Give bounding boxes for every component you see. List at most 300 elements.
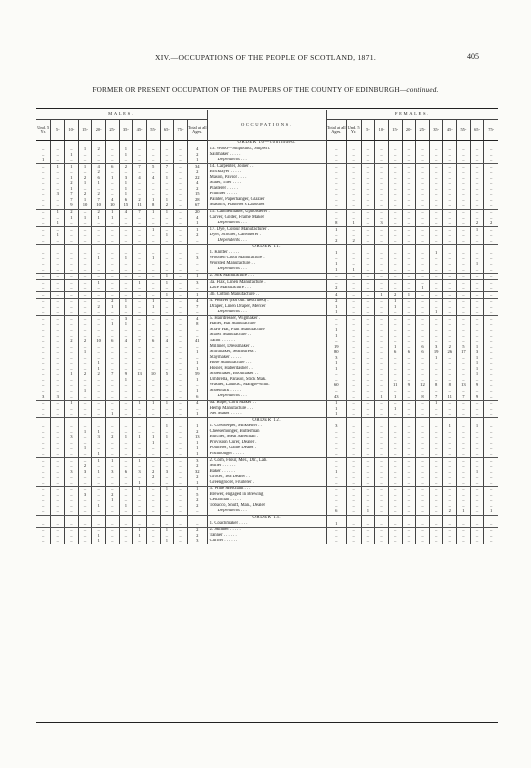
female-col-header: Total at all Ages. bbox=[326, 120, 346, 141]
male-count-cell: – bbox=[160, 377, 174, 383]
male-count-cell: 1 bbox=[160, 273, 174, 280]
female-count-cell: 1 bbox=[388, 406, 402, 412]
occupation-label: Tailor . . . . . . bbox=[207, 339, 326, 345]
male-count-cell: 3 bbox=[36, 394, 51, 400]
occupation-label: Plasterer . . . . . bbox=[207, 186, 326, 192]
female-count-cell: – bbox=[388, 377, 402, 383]
male-total-cell: 1 bbox=[187, 424, 207, 430]
female-count-cell: 1 bbox=[388, 298, 402, 304]
male-count-cell: – bbox=[51, 273, 65, 280]
female-count-cell: – bbox=[470, 480, 484, 486]
male-count-cell: 1 bbox=[160, 233, 174, 239]
male-count-cell: 3 bbox=[51, 192, 65, 198]
female-count-cell: – bbox=[388, 446, 402, 452]
female-count-cell: – bbox=[388, 215, 402, 221]
male-count-cell: – bbox=[174, 238, 188, 244]
female-count-cell: – bbox=[375, 361, 389, 367]
male-count-cell: – bbox=[146, 509, 160, 515]
male-count-cell: – bbox=[65, 250, 79, 256]
male-count-cell: – bbox=[174, 350, 188, 356]
subtitle-continued: —continued. bbox=[399, 86, 439, 94]
female-count-cell: – bbox=[402, 310, 416, 316]
male-count-cell: – bbox=[92, 509, 106, 515]
female-total-cell: – bbox=[326, 280, 346, 286]
male-count-cell: – bbox=[160, 458, 174, 464]
female-count-cell: – bbox=[443, 227, 457, 233]
occupation-label: Hatter, Hat Manufacture bbox=[207, 322, 326, 328]
occupation-label: Brewer, engaged in Brewing bbox=[207, 492, 326, 498]
male-count-cell: – bbox=[160, 310, 174, 316]
female-count-cell: – bbox=[361, 383, 375, 389]
male-count-cell: 1 bbox=[160, 486, 174, 492]
female-count-cell: – bbox=[416, 322, 430, 328]
male-count-cell: – bbox=[42, 400, 45, 406]
male-count-cell: – bbox=[51, 316, 65, 322]
male-count-cell: – bbox=[160, 383, 174, 389]
male-count-cell: – bbox=[51, 350, 65, 356]
male-count-cell: – bbox=[92, 446, 106, 452]
female-count-cell: – bbox=[402, 533, 416, 539]
female-count-cell: – bbox=[484, 227, 498, 233]
male-count-cell: – bbox=[174, 480, 188, 486]
male-count-cell: – bbox=[174, 186, 188, 192]
female-count-cell: – bbox=[457, 175, 471, 181]
male-count-cell: – bbox=[78, 355, 92, 361]
male-count-cell: – bbox=[42, 333, 45, 338]
male-count-cell: – bbox=[133, 328, 147, 334]
male-count-cell: – bbox=[160, 452, 174, 458]
female-count-cell: – bbox=[346, 316, 361, 322]
female-count-cell: – bbox=[457, 498, 471, 504]
female-count-cell: – bbox=[484, 486, 498, 492]
female-count-cell: – bbox=[470, 233, 484, 239]
female-count-cell: – bbox=[443, 238, 457, 244]
female-count-cell: – bbox=[346, 440, 361, 446]
male-count-cell: 2 bbox=[160, 203, 174, 209]
female-count-cell: – bbox=[457, 261, 471, 267]
male-count-cell: – bbox=[65, 486, 79, 492]
male-count-cell: – bbox=[119, 498, 133, 504]
female-count-cell: – bbox=[375, 304, 389, 310]
male-count-cell: 1 bbox=[105, 209, 119, 215]
male-count-cell: – bbox=[78, 406, 92, 412]
female-count-cell: – bbox=[375, 372, 389, 378]
male-count-cell: 1 bbox=[160, 400, 174, 406]
male-count-cell: – bbox=[78, 292, 92, 299]
male-count-cell: – bbox=[119, 286, 133, 292]
male-count-cell: – bbox=[160, 221, 174, 227]
female-count-cell: – bbox=[346, 486, 361, 492]
female-count-cell: – bbox=[484, 197, 498, 203]
male-count-cell: 1 bbox=[51, 233, 65, 239]
male-count-cell: – bbox=[42, 497, 45, 503]
male-count-cell: – bbox=[65, 227, 79, 233]
female-total-cell: 1 bbox=[326, 250, 346, 256]
male-count-cell: – bbox=[174, 394, 188, 400]
male-count-cell: – bbox=[92, 250, 106, 256]
male-count-cell: 2 bbox=[105, 298, 119, 304]
male-count-cell: – bbox=[133, 267, 147, 273]
male-count-cell: – bbox=[105, 464, 119, 470]
male-count-cell: – bbox=[174, 509, 188, 515]
female-count-cell: – bbox=[416, 452, 430, 458]
male-count-cell: – bbox=[146, 521, 160, 527]
male-count-cell: – bbox=[174, 377, 188, 383]
female-total-cell: – bbox=[326, 498, 346, 504]
female-count-cell: – bbox=[443, 267, 457, 273]
female-count-cell: – bbox=[429, 221, 443, 227]
male-total-cell: 2 bbox=[187, 464, 207, 470]
male-count-cell: 6 bbox=[92, 175, 106, 181]
female-count-cell: – bbox=[470, 377, 484, 383]
occupation-label: 1. Knitter . . . . . bbox=[207, 250, 326, 256]
male-count-cell: – bbox=[174, 498, 188, 504]
female-count-cell: – bbox=[484, 377, 498, 383]
female-count-cell: – bbox=[375, 446, 389, 452]
male-count-cell: 2 bbox=[65, 209, 79, 215]
female-count-cell: – bbox=[457, 304, 471, 310]
male-count-cell: 1 bbox=[119, 256, 133, 262]
female-count-cell: – bbox=[375, 503, 389, 509]
female-count-cell: – bbox=[429, 170, 443, 176]
male-count-cell: – bbox=[78, 475, 92, 481]
female-total-cell: – bbox=[326, 389, 346, 395]
female-count-cell: – bbox=[457, 292, 471, 299]
male-count-cell: – bbox=[105, 152, 119, 158]
male-count-cell: – bbox=[51, 480, 65, 486]
male-count-cell: 5 bbox=[146, 164, 160, 170]
male-count-cell: – bbox=[133, 256, 147, 262]
female-count-cell: – bbox=[416, 280, 430, 286]
female-count-cell: – bbox=[346, 429, 361, 435]
occupation-label: 5. Hairdresser, Wigmaker . bbox=[207, 316, 326, 322]
male-count-cell: 4 bbox=[105, 197, 119, 203]
female-count-cell: 8 bbox=[416, 394, 430, 400]
female-count-cell: 1 bbox=[429, 355, 443, 361]
male-count-cell: – bbox=[51, 486, 65, 492]
male-count-cell: – bbox=[105, 221, 119, 227]
male-count-cell: – bbox=[92, 492, 106, 498]
male-count-cell: – bbox=[92, 227, 106, 233]
male-count-cell: 1 bbox=[133, 458, 147, 464]
female-count-cell: – bbox=[429, 333, 443, 339]
female-total-cell: 1 bbox=[326, 310, 346, 316]
male-count-cell: 3 bbox=[105, 469, 119, 475]
female-count-cell: – bbox=[484, 361, 498, 367]
female-count-cell: – bbox=[416, 389, 430, 395]
female-count-cell: – bbox=[375, 175, 389, 181]
male-count-cell: – bbox=[42, 215, 45, 220]
female-total-cell: – bbox=[326, 158, 346, 164]
female-count-cell: – bbox=[361, 164, 375, 170]
male-count-cell: 1 bbox=[119, 377, 133, 383]
male-count-cell: – bbox=[119, 389, 133, 395]
female-count-cell: – bbox=[346, 383, 361, 389]
female-count-cell: – bbox=[402, 527, 416, 533]
female-count-cell: – bbox=[484, 475, 498, 481]
female-count-cell: – bbox=[388, 339, 402, 345]
male-count-cell: – bbox=[42, 388, 45, 393]
female-total-cell: – bbox=[326, 233, 346, 239]
male-count-cell: – bbox=[174, 406, 188, 412]
male-count-cell: – bbox=[119, 292, 133, 299]
female-count-cell: – bbox=[429, 498, 443, 504]
female-count-cell: – bbox=[470, 503, 484, 509]
male-count-cell: – bbox=[78, 539, 92, 545]
female-count-cell: – bbox=[443, 256, 457, 262]
female-count-cell: – bbox=[361, 400, 375, 406]
male-count-cell: – bbox=[42, 175, 45, 180]
female-count-cell: – bbox=[443, 316, 457, 322]
female-count-cell: – bbox=[470, 333, 484, 339]
female-count-cell: – bbox=[443, 147, 457, 153]
male-col-header: 45- bbox=[133, 120, 147, 141]
female-count-cell: – bbox=[429, 192, 443, 198]
female-count-cell: – bbox=[470, 197, 484, 203]
female-total-cell: 1 bbox=[326, 361, 346, 367]
male-count-cell: – bbox=[42, 538, 45, 544]
male-count-cell: – bbox=[119, 328, 133, 334]
female-count-cell: – bbox=[361, 250, 375, 256]
male-count-cell: – bbox=[65, 539, 79, 545]
female-total-cell: – bbox=[326, 446, 346, 452]
female-count-cell: – bbox=[443, 322, 457, 328]
male-count-cell: – bbox=[133, 333, 147, 339]
female-count-cell: – bbox=[443, 328, 457, 334]
female-count-cell: 1 bbox=[470, 361, 484, 367]
female-count-cell: – bbox=[402, 304, 416, 310]
female-count-cell: – bbox=[375, 215, 389, 221]
female-count-cell: – bbox=[402, 469, 416, 475]
male-total-cell: 32 bbox=[187, 469, 207, 475]
male-count-cell: 1 bbox=[119, 181, 133, 187]
male-count-cell: – bbox=[174, 221, 188, 227]
male-count-cell: – bbox=[105, 521, 119, 527]
female-count-cell: – bbox=[346, 527, 361, 533]
female-count-cell: – bbox=[429, 503, 443, 509]
female-count-cell: – bbox=[361, 215, 375, 221]
male-col-header: 25- bbox=[105, 120, 119, 141]
female-count-cell: – bbox=[375, 203, 389, 209]
female-total-cell: 1 bbox=[326, 400, 346, 406]
female-count-cell: – bbox=[416, 539, 430, 545]
female-count-cell: – bbox=[346, 344, 361, 350]
male-count-cell: – bbox=[174, 521, 188, 527]
female-count-cell: – bbox=[470, 389, 484, 395]
male-count-cell: – bbox=[36, 452, 51, 458]
male-count-cell: – bbox=[51, 310, 65, 316]
female-count-cell: – bbox=[402, 256, 416, 262]
male-count-cell: 1 bbox=[160, 424, 174, 430]
male-count-cell: 1 bbox=[65, 400, 79, 406]
female-count-cell: – bbox=[346, 197, 361, 203]
male-count-cell: – bbox=[133, 366, 147, 372]
male-count-cell: – bbox=[174, 333, 188, 339]
male-total-cell: – bbox=[187, 328, 207, 334]
male-count-cell: – bbox=[92, 527, 106, 533]
female-total-cell: – bbox=[326, 486, 346, 492]
female-count-cell: – bbox=[402, 361, 416, 367]
male-count-cell: – bbox=[105, 286, 119, 292]
female-count-cell: – bbox=[416, 480, 430, 486]
female-count-cell: – bbox=[470, 181, 484, 187]
female-col-header: 10- bbox=[375, 120, 389, 141]
male-count-cell: 1 bbox=[119, 186, 133, 192]
male-count-cell: – bbox=[78, 238, 92, 244]
female-count-cell: – bbox=[484, 233, 498, 239]
male-count-cell: – bbox=[42, 406, 45, 411]
male-count-cell: – bbox=[105, 256, 119, 262]
female-count-cell: – bbox=[443, 181, 457, 187]
female-count-cell: – bbox=[416, 372, 430, 378]
female-count-cell: – bbox=[470, 273, 484, 280]
male-count-cell: – bbox=[105, 440, 119, 446]
female-count-cell: – bbox=[484, 316, 498, 322]
occupation-label: 1. Coachmaker . . . . bbox=[207, 521, 326, 527]
female-count-cell: – bbox=[416, 292, 430, 299]
occupation-label: 13. Wood—Shipbuild., Shipwri. bbox=[207, 147, 326, 153]
male-count-cell: – bbox=[92, 498, 106, 504]
male-count-cell: – bbox=[160, 429, 174, 435]
female-count-cell: – bbox=[346, 355, 361, 361]
female-count-cell: 1 bbox=[388, 394, 402, 400]
male-count-cell: – bbox=[133, 181, 147, 187]
female-count-cell: – bbox=[361, 412, 375, 418]
subtitle-main: FORMER OR PRESENT OCCUPATION OF THE PAUPERS OF THE COUNTY OF EDINBURGH bbox=[92, 86, 400, 94]
female-count-cell: 1 bbox=[388, 344, 402, 350]
male-col-header: 15- bbox=[78, 120, 92, 141]
female-count-cell: – bbox=[416, 424, 430, 430]
male-count-cell: – bbox=[78, 250, 92, 256]
female-count-cell: – bbox=[457, 233, 471, 239]
male-count-cell: – bbox=[42, 163, 45, 169]
female-count-cell: – bbox=[443, 372, 457, 378]
female-count-cell: – bbox=[361, 446, 375, 452]
female-count-cell: – bbox=[457, 539, 471, 545]
female-count-cell: – bbox=[402, 394, 416, 400]
male-count-cell: – bbox=[133, 475, 147, 481]
male-count-cell: 4 bbox=[92, 164, 106, 170]
male-count-cell: – bbox=[92, 152, 106, 158]
female-count-cell: – bbox=[375, 316, 389, 322]
female-count-cell: 17 bbox=[457, 350, 471, 356]
male-count-cell: – bbox=[105, 394, 119, 400]
male-count-cell: – bbox=[133, 429, 147, 435]
female-count-cell: 2 bbox=[346, 238, 361, 244]
male-count-cell: 7 bbox=[133, 339, 147, 345]
female-count-cell: – bbox=[457, 192, 471, 198]
occupation-label: Straw Hat, Plait Manufacture bbox=[207, 328, 326, 334]
male-count-cell: – bbox=[160, 316, 174, 322]
male-count-cell: 1 bbox=[105, 412, 119, 418]
male-count-cell: – bbox=[51, 250, 65, 256]
male-count-cell: – bbox=[119, 355, 133, 361]
female-count-cell: – bbox=[470, 322, 484, 328]
occupation-label: Shirtmaker, Seamstress . bbox=[207, 350, 326, 356]
male-count-cell: – bbox=[65, 440, 79, 446]
female-count-cell: – bbox=[416, 170, 430, 176]
occupation-label: 14. Carpenter, Joiner . . bbox=[207, 164, 326, 170]
female-count-cell: – bbox=[429, 267, 443, 273]
male-count-cell: – bbox=[174, 256, 188, 262]
male-count-cell: 2 bbox=[78, 192, 92, 198]
male-count-cell: – bbox=[51, 292, 65, 299]
female-count-cell: – bbox=[388, 372, 402, 378]
occupation-label: Milliner, Dressmaker . . bbox=[207, 344, 326, 350]
male-count-cell: – bbox=[174, 339, 188, 345]
female-count-cell: – bbox=[416, 366, 430, 372]
male-count-cell: – bbox=[160, 256, 174, 262]
female-count-cell: – bbox=[470, 486, 484, 492]
female-count-cell: – bbox=[388, 429, 402, 435]
female-count-cell: – bbox=[470, 521, 484, 527]
female-count-cell: – bbox=[484, 539, 498, 545]
female-count-cell: – bbox=[402, 509, 416, 515]
male-count-cell: – bbox=[92, 355, 106, 361]
female-total-cell: 1 bbox=[326, 366, 346, 372]
running-title: XIV.—OCCUPATIONS OF THE PEOPLE OF SCOTLAND, 1871. bbox=[154, 53, 377, 62]
male-count-cell: – bbox=[78, 424, 92, 430]
male-count-cell: – bbox=[174, 322, 188, 328]
male-count-cell: – bbox=[51, 181, 65, 187]
occupation-label: 1. Cowkeeper, Milkseller . . bbox=[207, 424, 326, 430]
female-count-cell: – bbox=[388, 267, 402, 273]
female-count-cell: – bbox=[375, 333, 389, 339]
female-count-cell: – bbox=[484, 355, 498, 361]
female-col-header: 45- bbox=[443, 120, 457, 141]
female-count-cell: – bbox=[361, 221, 375, 227]
female-count-cell: – bbox=[346, 215, 361, 221]
female-count-cell: – bbox=[346, 256, 361, 262]
female-count-cell: – bbox=[484, 192, 498, 198]
occupation-label: Dependents . . . bbox=[207, 221, 326, 227]
male-count-cell: – bbox=[36, 238, 51, 244]
male-count-cell: – bbox=[65, 406, 79, 412]
male-count-cell: – bbox=[42, 209, 45, 215]
occupation-label: Provision Curer, Dealer . bbox=[207, 440, 326, 446]
male-count-cell: – bbox=[174, 215, 188, 221]
male-count-cell: – bbox=[160, 440, 174, 446]
male-count-cell: – bbox=[92, 322, 106, 328]
male-count-cell: – bbox=[174, 469, 188, 475]
male-count-cell: – bbox=[92, 186, 106, 192]
female-count-cell: – bbox=[375, 310, 389, 316]
female-count-cell: – bbox=[443, 164, 457, 170]
female-count-cell: – bbox=[361, 286, 375, 292]
female-count-cell: – bbox=[361, 498, 375, 504]
female-count-cell: – bbox=[375, 435, 389, 441]
table-bottom-rule bbox=[36, 722, 498, 723]
female-col-header: 35- bbox=[429, 120, 443, 141]
female-count-cell: 2 bbox=[443, 509, 457, 515]
male-count-cell: – bbox=[174, 328, 188, 334]
female-count-cell: – bbox=[402, 355, 416, 361]
order-heading: ORDER 12. bbox=[207, 418, 326, 424]
female-count-cell: – bbox=[416, 492, 430, 498]
female-count-cell: – bbox=[484, 261, 498, 267]
male-count-cell: – bbox=[174, 164, 188, 170]
male-count-cell: – bbox=[51, 498, 65, 504]
female-count-cell: – bbox=[388, 424, 402, 430]
female-count-cell: – bbox=[416, 256, 430, 262]
male-count-cell: – bbox=[174, 209, 188, 215]
male-count-cell: 2 bbox=[78, 372, 92, 378]
male-count-cell: – bbox=[160, 480, 174, 486]
male-count-cell: – bbox=[146, 292, 160, 299]
female-count-cell: – bbox=[457, 361, 471, 367]
male-count-cell: – bbox=[105, 227, 119, 233]
female-count-cell: – bbox=[470, 147, 484, 153]
